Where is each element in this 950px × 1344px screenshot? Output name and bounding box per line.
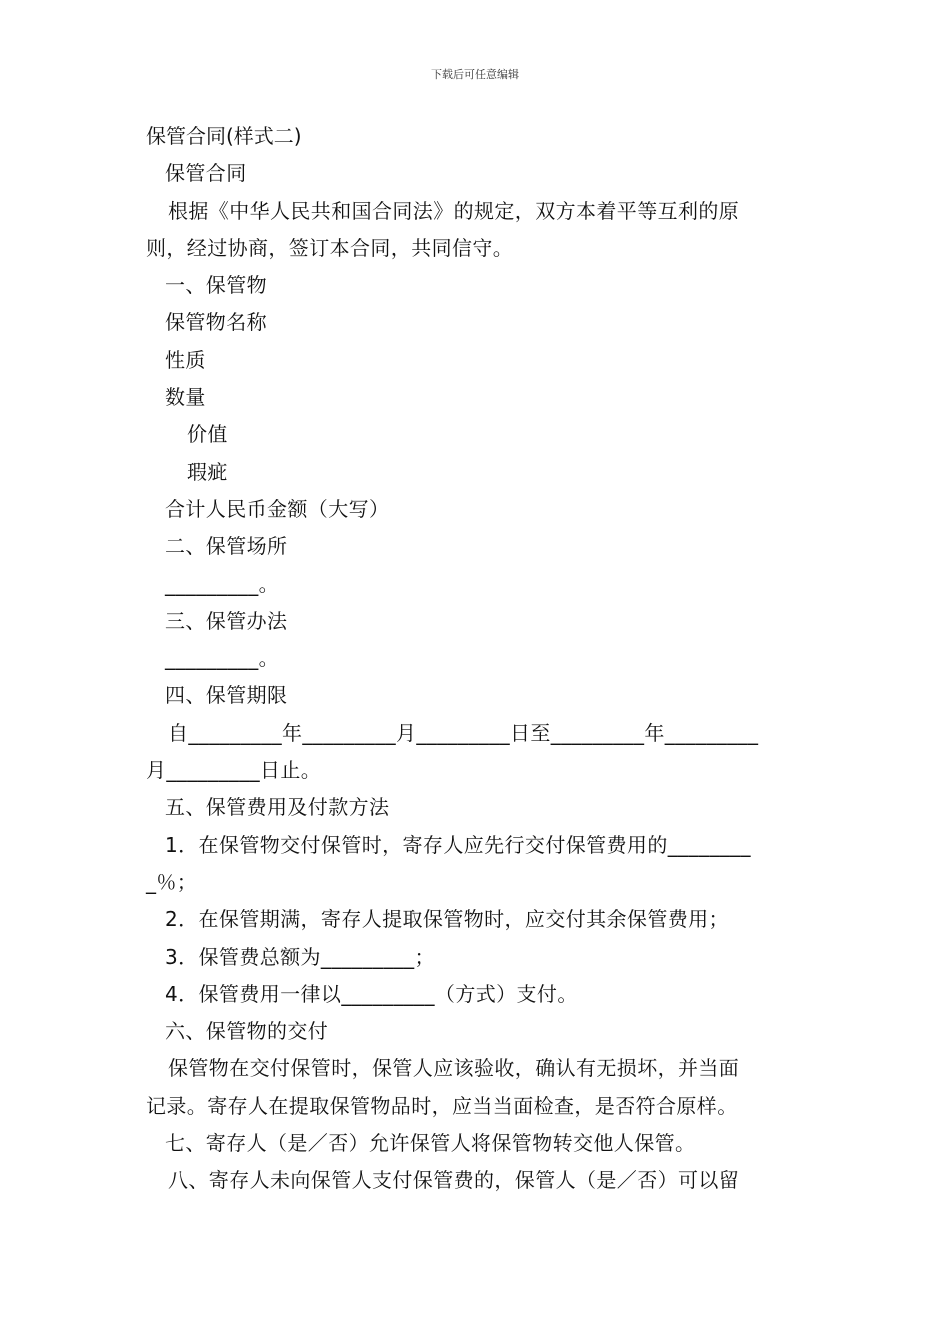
- section-6-para-line-2: 记录。寄存人在提取保管物品时，应当当面检查，是否符合原样。: [146, 1093, 738, 1118]
- item-defect-label: 瑕疵: [187, 459, 228, 484]
- item-nature-label: 性质: [165, 347, 206, 372]
- section-1-heading: 一、保管物: [165, 273, 267, 298]
- section-8-heading-line-1: 八、寄存人未向保管人支付保管费的，保管人（是／否）可以留: [168, 1168, 740, 1193]
- section-5-clause-1-line-1: 1．在保管物交付保管时，寄存人应先行交付保管费用的________: [165, 832, 751, 857]
- page-header-note: 下载后可任意编辑: [431, 68, 519, 81]
- section-4-line-1: 自_________年_________月_________日至_________年_________: [168, 720, 759, 745]
- section-3-blank: _________。: [165, 646, 279, 671]
- section-6-para-line-1: 保管物在交付保管时，保管人应该验收，确认有无损坏，并当面: [168, 1056, 740, 1081]
- section-5-clause-3: 3．保管费总额为_________；: [165, 944, 435, 969]
- section-5-clause-2: 2．在保管期满，寄存人提取保管物时，应交付其余保管费用；: [165, 907, 729, 932]
- section-7-heading: 七、寄存人（是／否）允许保管人将保管物转交他人保管。: [165, 1131, 696, 1156]
- item-name-label: 保管物名称: [165, 310, 267, 335]
- section-2-blank: _________。: [165, 571, 279, 596]
- item-total-label: 合计人民币金额（大写）: [165, 496, 390, 521]
- intro-line-1: 根据《中华人民共和国合同法》的规定，双方本着平等互利的原: [168, 198, 740, 223]
- section-3-heading: 三、保管办法: [165, 608, 288, 633]
- section-5-clause-1-line-2: _％；: [146, 869, 198, 894]
- intro-line-2: 则，经过协商，签订本合同，共同信守。: [146, 235, 514, 260]
- item-quantity-label: 数量: [165, 385, 206, 410]
- section-5-clause-4: 4．保管费用一律以_________（方式）支付。: [165, 981, 578, 1006]
- document-subtitle: 保管合同: [165, 161, 247, 186]
- document-body: [146, 118, 810, 1200]
- section-4-heading: 四、保管期限: [165, 683, 288, 708]
- section-2-heading: 二、保管场所: [165, 534, 288, 559]
- section-6-heading: 六、保管物的交付: [165, 1019, 329, 1044]
- item-value-label: 价值: [187, 422, 228, 447]
- document-title: 保管合同(样式二): [146, 124, 302, 148]
- section-4-line-2: 月_________日止。: [146, 758, 322, 783]
- section-5-heading: 五、保管费用及付款方法: [165, 795, 390, 820]
